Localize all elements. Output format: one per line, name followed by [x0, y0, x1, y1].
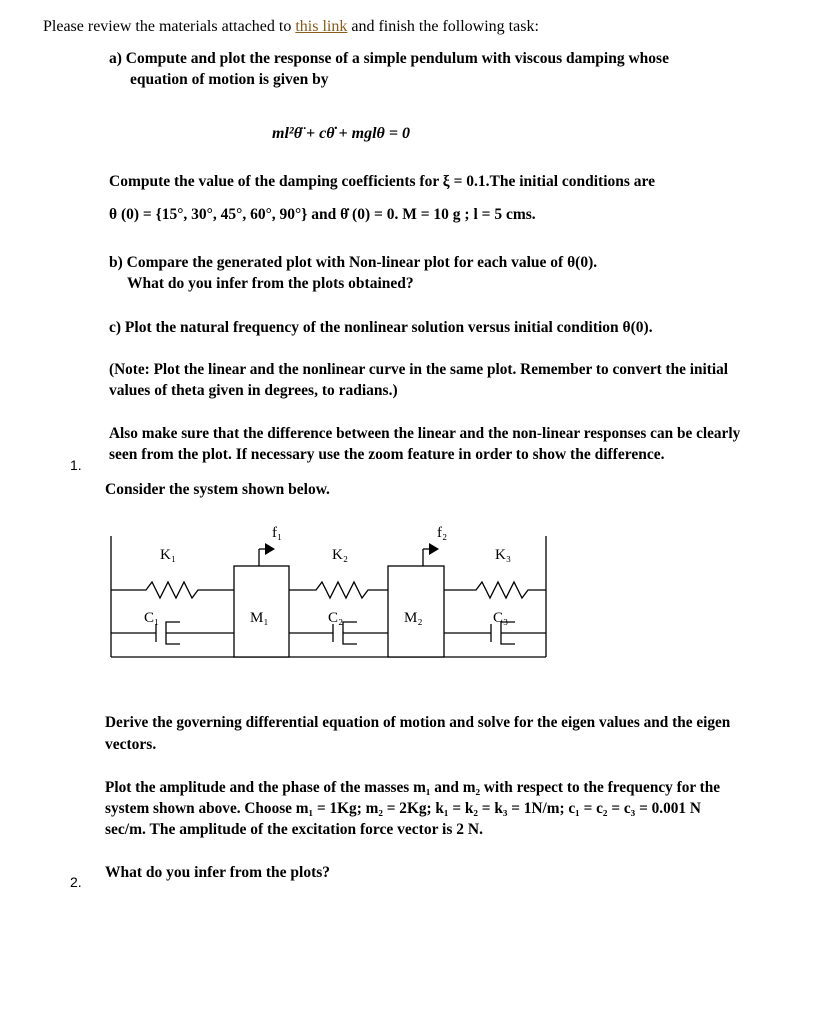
label-m1: M₁ [250, 610, 269, 626]
intro-suffix: and finish the following task: [351, 18, 539, 35]
label-k1: K₁ [160, 547, 177, 563]
plot-line-3: sec/m. The amplitude of the excitation force vector is 2 N. [105, 821, 483, 838]
spring-k2 [289, 582, 388, 598]
also-line-1: Also make sure that the difference between the linear and the non-linear responses can be clearly [109, 425, 741, 442]
spring-k3 [444, 582, 546, 598]
spring-k1 [111, 582, 234, 598]
also-line-2: seen from the plot. If necessary use the zoom feature in order to show the difference. [109, 446, 665, 463]
materials-link[interactable]: this link [295, 18, 348, 35]
infer-line: What do you infer from the plots? [105, 864, 331, 881]
consider-line: Consider the system shown below. [105, 481, 330, 498]
note-line-2: values of theta given in degrees, to radians.) [109, 382, 398, 399]
label-k2: K₂ [332, 547, 349, 563]
task-1b-line-1: b) Compare the generated plot with Non-linear plot for each value of θ(0). [109, 254, 598, 271]
derive-line-1: Derive the governing differential equation of motion and solve for the eigen values and the eigen [105, 714, 731, 731]
label-k3: K₃ [495, 547, 512, 563]
initial-conditions-line: θ (0) = {15°, 30°, 45°, 60°, 90°} and θ̇ (0) = 0. M = 10 g ; l = 5 cms. [109, 206, 536, 223]
task-1a-line-2: equation of motion is given by [130, 71, 329, 88]
task-1a-line-1: a) Compute and plot the response of a simple pendulum with viscous damping whose [109, 50, 669, 67]
pendulum-equation: ml²θ̈ + cθ̇ + mglθ = 0 [272, 125, 410, 142]
task-2-number: 2. [70, 874, 82, 890]
force-f2-arrowhead [429, 543, 439, 555]
force-f1-arrowhead [265, 543, 275, 555]
task-1b-line-2: What do you infer from the plots obtained? [127, 275, 414, 292]
label-c1: C₁ [144, 610, 160, 626]
plot-line-1: Plot the amplitude and the phase of the masses m₁ and m₂ with respect to the frequency for the [105, 779, 721, 796]
damper-c1 [111, 622, 234, 644]
label-f2: f₂ [437, 525, 448, 541]
label-c3: C₃ [493, 610, 509, 626]
task-1-number: 1. [70, 457, 82, 473]
label-m2: M₂ [404, 610, 423, 626]
damping-coefficient-line: Compute the value of the damping coefficients for ξ = 0.1.The initial conditions are [109, 173, 656, 190]
note-line-1: (Note: Plot the linear and the nonlinear curve in the same plot. Remember to convert the initial [109, 361, 729, 378]
label-c2: C₂ [328, 610, 344, 626]
plot-line-2: system shown above. Choose m₁ = 1Kg; m₂ = 2Kg; k₁ = k₂ = k₃ = 1N/m; c₁ = c₂ = c₃ = 0.001 N [105, 800, 701, 817]
intro-prefix: Please review the materials attached to [43, 18, 292, 35]
label-f1: f₁ [272, 525, 283, 541]
task-1c-line: c) Plot the natural frequency of the nonlinear solution versus initial condition θ(0). [109, 319, 653, 336]
derive-line-2: vectors. [105, 736, 157, 753]
